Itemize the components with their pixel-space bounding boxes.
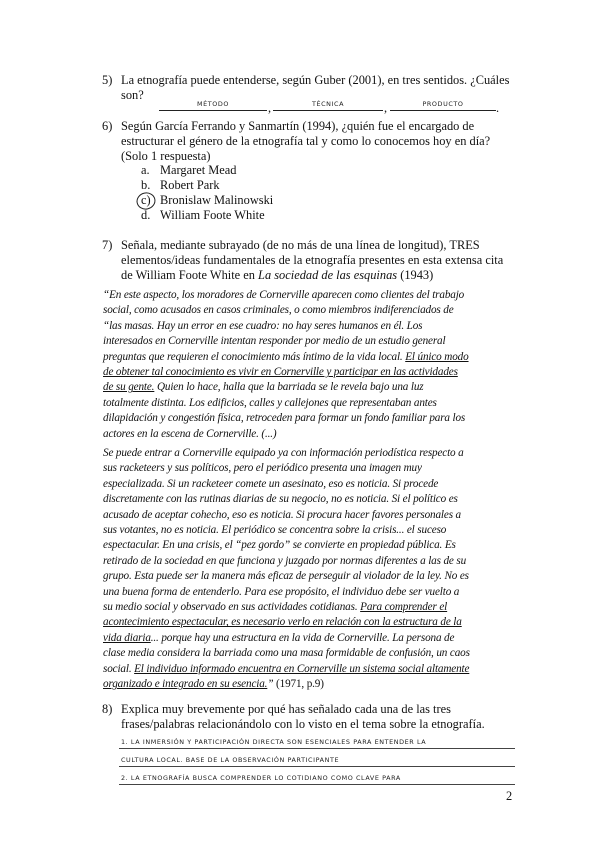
q6-option-d-letter: d.	[141, 208, 151, 222]
underline-2c: vida diaria	[103, 631, 151, 644]
q5-answer-2-text: TÉCNICA	[311, 100, 345, 108]
q6-option-c[interactable]: Bronislaw Malinowski	[160, 193, 274, 207]
q6-option-a[interactable]: Margaret Mead	[160, 163, 237, 177]
q5-answer-3-text: PRODUCTO	[422, 100, 464, 108]
q6-option-d[interactable]: William Foote White	[160, 208, 265, 222]
q8-number: 8)	[102, 702, 113, 716]
q8-answer-line-2[interactable]: CULTURA LOCAL. BASE DE LA OBSERVACIÓN PARTICIPANTE	[119, 754, 515, 767]
underline-1c: de su gente.	[103, 381, 155, 394]
underline-2a: Para comprender el	[360, 601, 448, 614]
q8-answer-line-3[interactable]: 2. LA ETNOGRAFÍA BUSCA COMPRENDER LO COTIDIANO COMO CLAVE PARA	[119, 772, 515, 785]
underline-2b: acontecimiento espectacular, es necesario verlo en relación con la estructura de la	[103, 616, 462, 629]
q6-option-c-letter: c)	[141, 193, 151, 207]
q7-book-title: La sociedad de las esquinas	[258, 268, 398, 283]
q5-answer-1-text: MÉTODO	[196, 100, 230, 108]
underline-3a: El individuo informado encuentra en Cornerville un sistema social altamente	[134, 662, 470, 675]
document-page: 5) La etnografía puede entenderse, según Guber (2001), en tres sentidos. ¿Cuáles son? MÉTODO , TÉCNICA , PRODUCTO . 6) Según García Ferrando y Sanmartín (1994), ¿quién fue el encargado de estructurar el género de la etnografía tal y como lo conocemos hoy en día? (Solo 1 respuesta) a. Margaret Mead b. Robert Park c) Bronislaw Malinowski d. William Foote White 7) Señala, mediante subrayado (de no más de una línea de longitud), TRES elementos/ideas fundamentales de la etnografía presentes en esta extensa cita de William Foote White en La sociedad de las esquinas (1943) “En este aspecto, los moradores de Cornerville aparecen como clientes del trabajo social, como acusados en casos criminales, o como miembros indiferenciados de “las masas. Hay un error en ese cuadro: no hay seres humanos en él. Los interesados en Cornerville intentan responder por medio de un estudio general preguntas que requieren el conocimiento más íntimo de la vida local. El único modo de obtener tal conocimiento es vivir en Cornerville y participar en las actividades de su gente. Quien lo hace, halla que la barriada se le revela bajo una luz totalmente distinta. Los edificios, calles y callejones que representaban antes dilapidación y congestión física, retroceden para formar un fondo familiar para los actores en la escena de Cornerville. (...) Se puede entrar a Cornerville equipado ya con información periodística respecto a sus racketeers y sus políticos, pero el periódico presenta una imagen muy especializada. Si un racketeer comete un asesinato, eso es noticia. Si procede discretamente con las rutinas diarias de su negocio, no es noticia. Si el político es acusado de aceptar cohecho, eso es noticia. Si procura hacer favores personales a sus votantes, no es noticia. El periódico se concentra sobre la crisis... el suceso espectacular. En una crisis, el “pez gordo” se convierte en propiedad pública. Es retirado de la sociedad en que funciona y juzgado por normas diferentes a las de su grupo. Esta puede ser la manera más eficaz de perseguir al violador de la ley. No es una buena forma de entenderlo. Para ese propósito, el individuo debe ser vuelto a su medio social y observado en sus actividades cotidianas. Para comprender el acontecimiento espectacular, es necesario verlo en relación con la estructura de la vida diaria... porque hay una estructura en la vida de Cornerville. La persona de clase media considera la barriada como una masa formidable de confusión, un caos social. El individuo informado encuentra en Cornerville un sistema social altamente organizado e integrado en su esencia.” (1971, p.9) 8) Explica muy brevemente por qué has señalado cada una de las tres frases/palabras relacionándolo con lo visto en el tema sobre la etnografía. 1. LA INMERSIÓN Y PARTICIPACIÓN DIRECTA SON ESENCIALES PARA ENTENDER LA CULTURA LOCAL. BASE DE LA OBSERVACIÓN PARTICIPANTE 2. LA ETNOGRAFÍA BUSCA COMPRENDER LO COTIDIANO COMO CLAVE PARA 2	[0, 0, 599, 848]
page-number: 2	[506, 789, 513, 803]
q7-number: 7)	[102, 238, 113, 252]
underline-1a: El único modo	[405, 350, 469, 363]
citation: (1971, p.9)	[276, 678, 324, 691]
q8-text: Explica muy brevemente por qué has señalado cada una de las tres frases/palabras relacionándolo con lo visto en el tema sobre la etnografía.	[121, 702, 485, 732]
underline-3b: organizado e integrado en su esencia.	[103, 678, 268, 691]
q6-option-a-letter: a.	[141, 163, 150, 177]
q6-text: Según García Ferrando y Sanmartín (1994), ¿quién fue el encargado de estructurar el género de la etnografía tal y como lo conocemos hoy en día? (Solo 1 respuesta)	[121, 119, 491, 164]
quote-paragraph-2: Se puede entrar a Cornerville equipado ya con información periodística respecto a sus racketeers y sus políticos, pero el periódico presenta una imagen muy especializada. Si un racketeer comete un asesinato, eso es noticia. Si procede discretamente con las rutinas diarias de su negocio, no es noticia. Si el político es acusado de aceptar cohecho, eso es noticia. Si procura hacer favores personales a sus votantes, no es noticia. El periódico se concentra sobre la crisis... el suceso espectacular. En una crisis, el “pez gordo” se convierte en propiedad pública. Es retirado de la sociedad en que funciona y juzgado por normas diferentes a las de su grupo. Esta puede ser la manera más eficaz de perseguir al violador de la ley. No es una buena forma de entenderlo. Para ese propósito, el individuo debe ser vuelto a su medio social y observado en sus actividades cotidianas. Para comprender el acontecimiento espectacular, es necesario verlo en relación con la estructura de la vida diaria... porque hay una estructura en la vida de Cornerville. La persona de clase media considera la barriada como una masa formidable de confusión, un caos social. El individuo informado encuentra en Cornerville un sistema social altamente organizado e integrado en su esencia.” (1971, p.9)	[103, 447, 470, 691]
quote-paragraph-1: “En este aspecto, los moradores de Cornerville aparecen como clientes del trabajo social, como acusados en casos criminales, o como miembros indiferenciados de “las masas. Hay un error en ese cuadro: no hay seres humanos en él. Los interesados en Cornerville intentan responder por medio de un estudio general preguntas que requieren el conocimiento más íntimo de la vida local. El único modo de obtener tal conocimiento es vivir en Cornerville y participar en las actividades de su gente. Quien lo hace, halla que la barriada se le revela bajo una luz totalmente distinta. Los edificios, calles y callejones que representaban antes dilapidación y congestión física, retroceden para formar un fondo familiar para los actores en la escena de Cornerville. (...)	[103, 289, 469, 440]
q6-option-b-letter: b.	[141, 178, 151, 192]
option-c-circle-mark	[136, 191, 157, 210]
q6-number: 6)	[102, 119, 113, 133]
q7-text: Señala, mediante subrayado (de no más de una línea de longitud), TRES elementos/ideas fundamentales de la etnografía presentes en esta extensa cita de William Foote White en La sociedad de las esquinas (1943)	[121, 238, 504, 283]
q5-number: 5)	[102, 73, 113, 87]
q8-answer-line-1[interactable]: 1. LA INMERSIÓN Y PARTICIPACIÓN DIRECTA SON ESENCIALES PARA ENTENDER LA	[119, 736, 515, 749]
q5-text: La etnografía puede entenderse, según Guber (2001), en tres sentidos. ¿Cuáles son?	[121, 73, 510, 103]
underline-1b: de obtener tal conocimiento es vivir en Cornerville y participar en las actividades	[103, 366, 458, 379]
q6-option-b[interactable]: Robert Park	[160, 178, 220, 192]
